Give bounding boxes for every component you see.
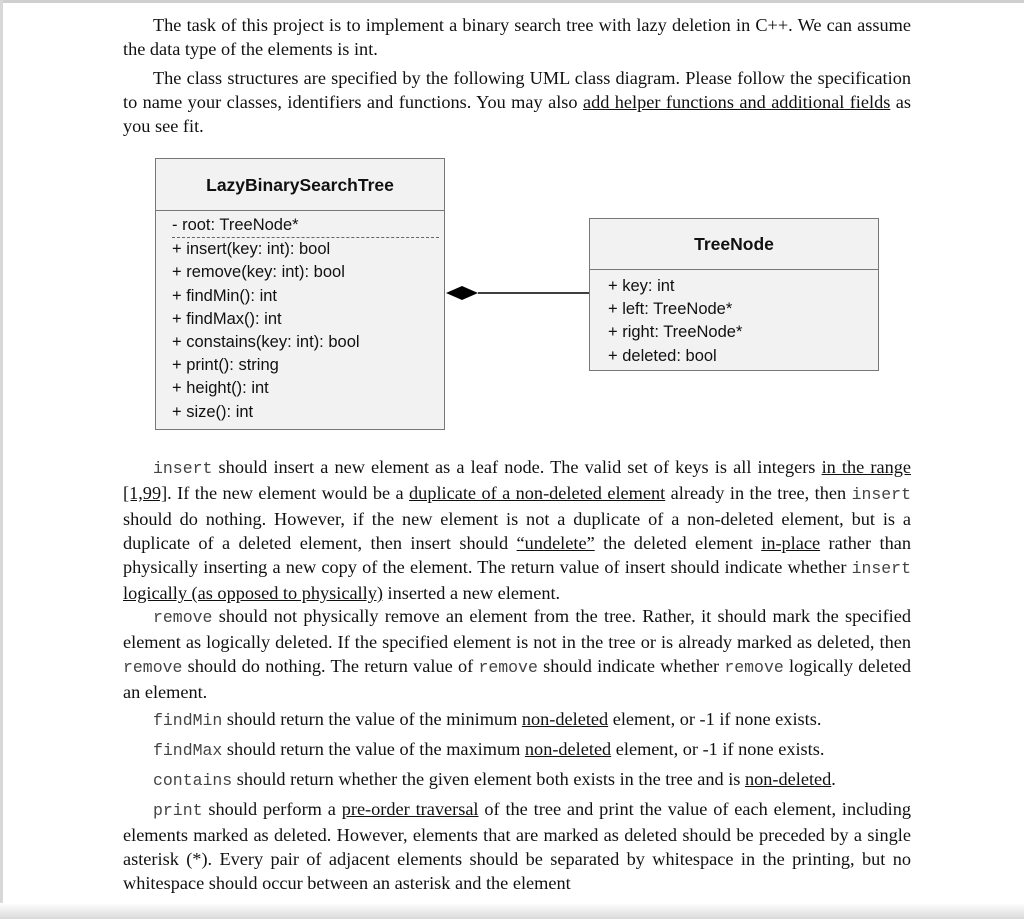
uml-class-name: TreeNode (590, 219, 878, 270)
uml-method: + constains(key: int): bool (172, 333, 360, 352)
page-top-edge (0, 0, 1024, 3)
uml-methods (156, 238, 444, 424)
uml-attributes (590, 270, 878, 368)
findmax-paragraph: findMax should return the value of the maximum non-deleted element, or -1 if none exists. (153, 739, 825, 760)
findmin-paragraph: findMin should return the value of the minimum non-deleted element, or -1 if none exists. (153, 709, 822, 730)
intro-paragraph-2: The class structures are specified by the following UML class diagram. Please follow the specification to name your classes, identifiers and functions. You may also add helper functions and additional fields as you see fit. (123, 68, 912, 136)
page-bottom-edge (0, 903, 1024, 919)
intro-paragraph-1 (123, 13, 911, 61)
uml-attribute: + key: int (608, 277, 675, 295)
uml-attributes (156, 211, 444, 238)
remove-paragraph: remove should not physically remove an element from the tree. Rather, it should mark the specified element as logically deleted. If the specified element is not in the tree or is already marked as deleted, then remove should do nothing. The return value of remove should indicate whether remove logically deleted an element. (123, 606, 912, 702)
uml-method: + height(): int (172, 379, 269, 398)
uml-method: + findMin(): int (172, 286, 277, 305)
uml-class-name: LazyBinarySearchTree (156, 159, 444, 211)
intro-text-1: The task of this project is to implement a binary search tree with lazy deletion in C++. We can assume the data type of the elements is int. (123, 15, 911, 59)
uml-attribute: + left: TreeNode* (608, 300, 733, 319)
uml-method: + findMax(): int (172, 309, 282, 328)
uml-class-tree-node (589, 218, 879, 371)
insert-paragraph: insert should insert a new element as a leaf node. The valid set of keys is all integers in the range [1,99]. If the new element would be a duplicate of a non-deleted element already in the tree, then insert should do nothing. However, if the new element is not a duplicate of a non-deleted element, but is a duplicate of a deleted element, then insert should “undelete” the deleted element in-place rather than physically inserting a new copy of the element. The return value of insert should indicate whether insert logically (as opposed to physically) inserted a new element. (123, 457, 911, 603)
page-left-edge (0, 0, 3, 919)
uml-method: + remove(key: int): bool (172, 263, 345, 282)
uml-method: + print(): string (172, 356, 279, 375)
uml-method: + insert(key: int): bool (172, 240, 331, 259)
contains-paragraph: contains should return whether the given element both exists in the tree and is non-deleted. (153, 769, 836, 790)
uml-attribute: + right: TreeNode* (608, 323, 743, 342)
composition-connector (440, 280, 592, 306)
uml-class-lazy-binary-search-tree (155, 158, 445, 430)
helper-functions-emphasis: add helper functions and additional fields (582, 92, 891, 112)
uml-method: + size(): int (172, 402, 254, 421)
uml-attribute: - root: TreeNode* (172, 214, 439, 238)
print-paragraph: print should perform a pre-order traversal of the tree and print the value of each element, including elements marked as deleted. However, elements that are marked as deleted should be preceded by a single asterisk (*). Every pair of adjacent elements should be separated by whitespace in the printing, but no whitespace should occur between an asterisk and the element (123, 799, 911, 893)
uml-attribute: + deleted: bool (608, 346, 717, 365)
composition-diamond-icon (446, 286, 478, 300)
